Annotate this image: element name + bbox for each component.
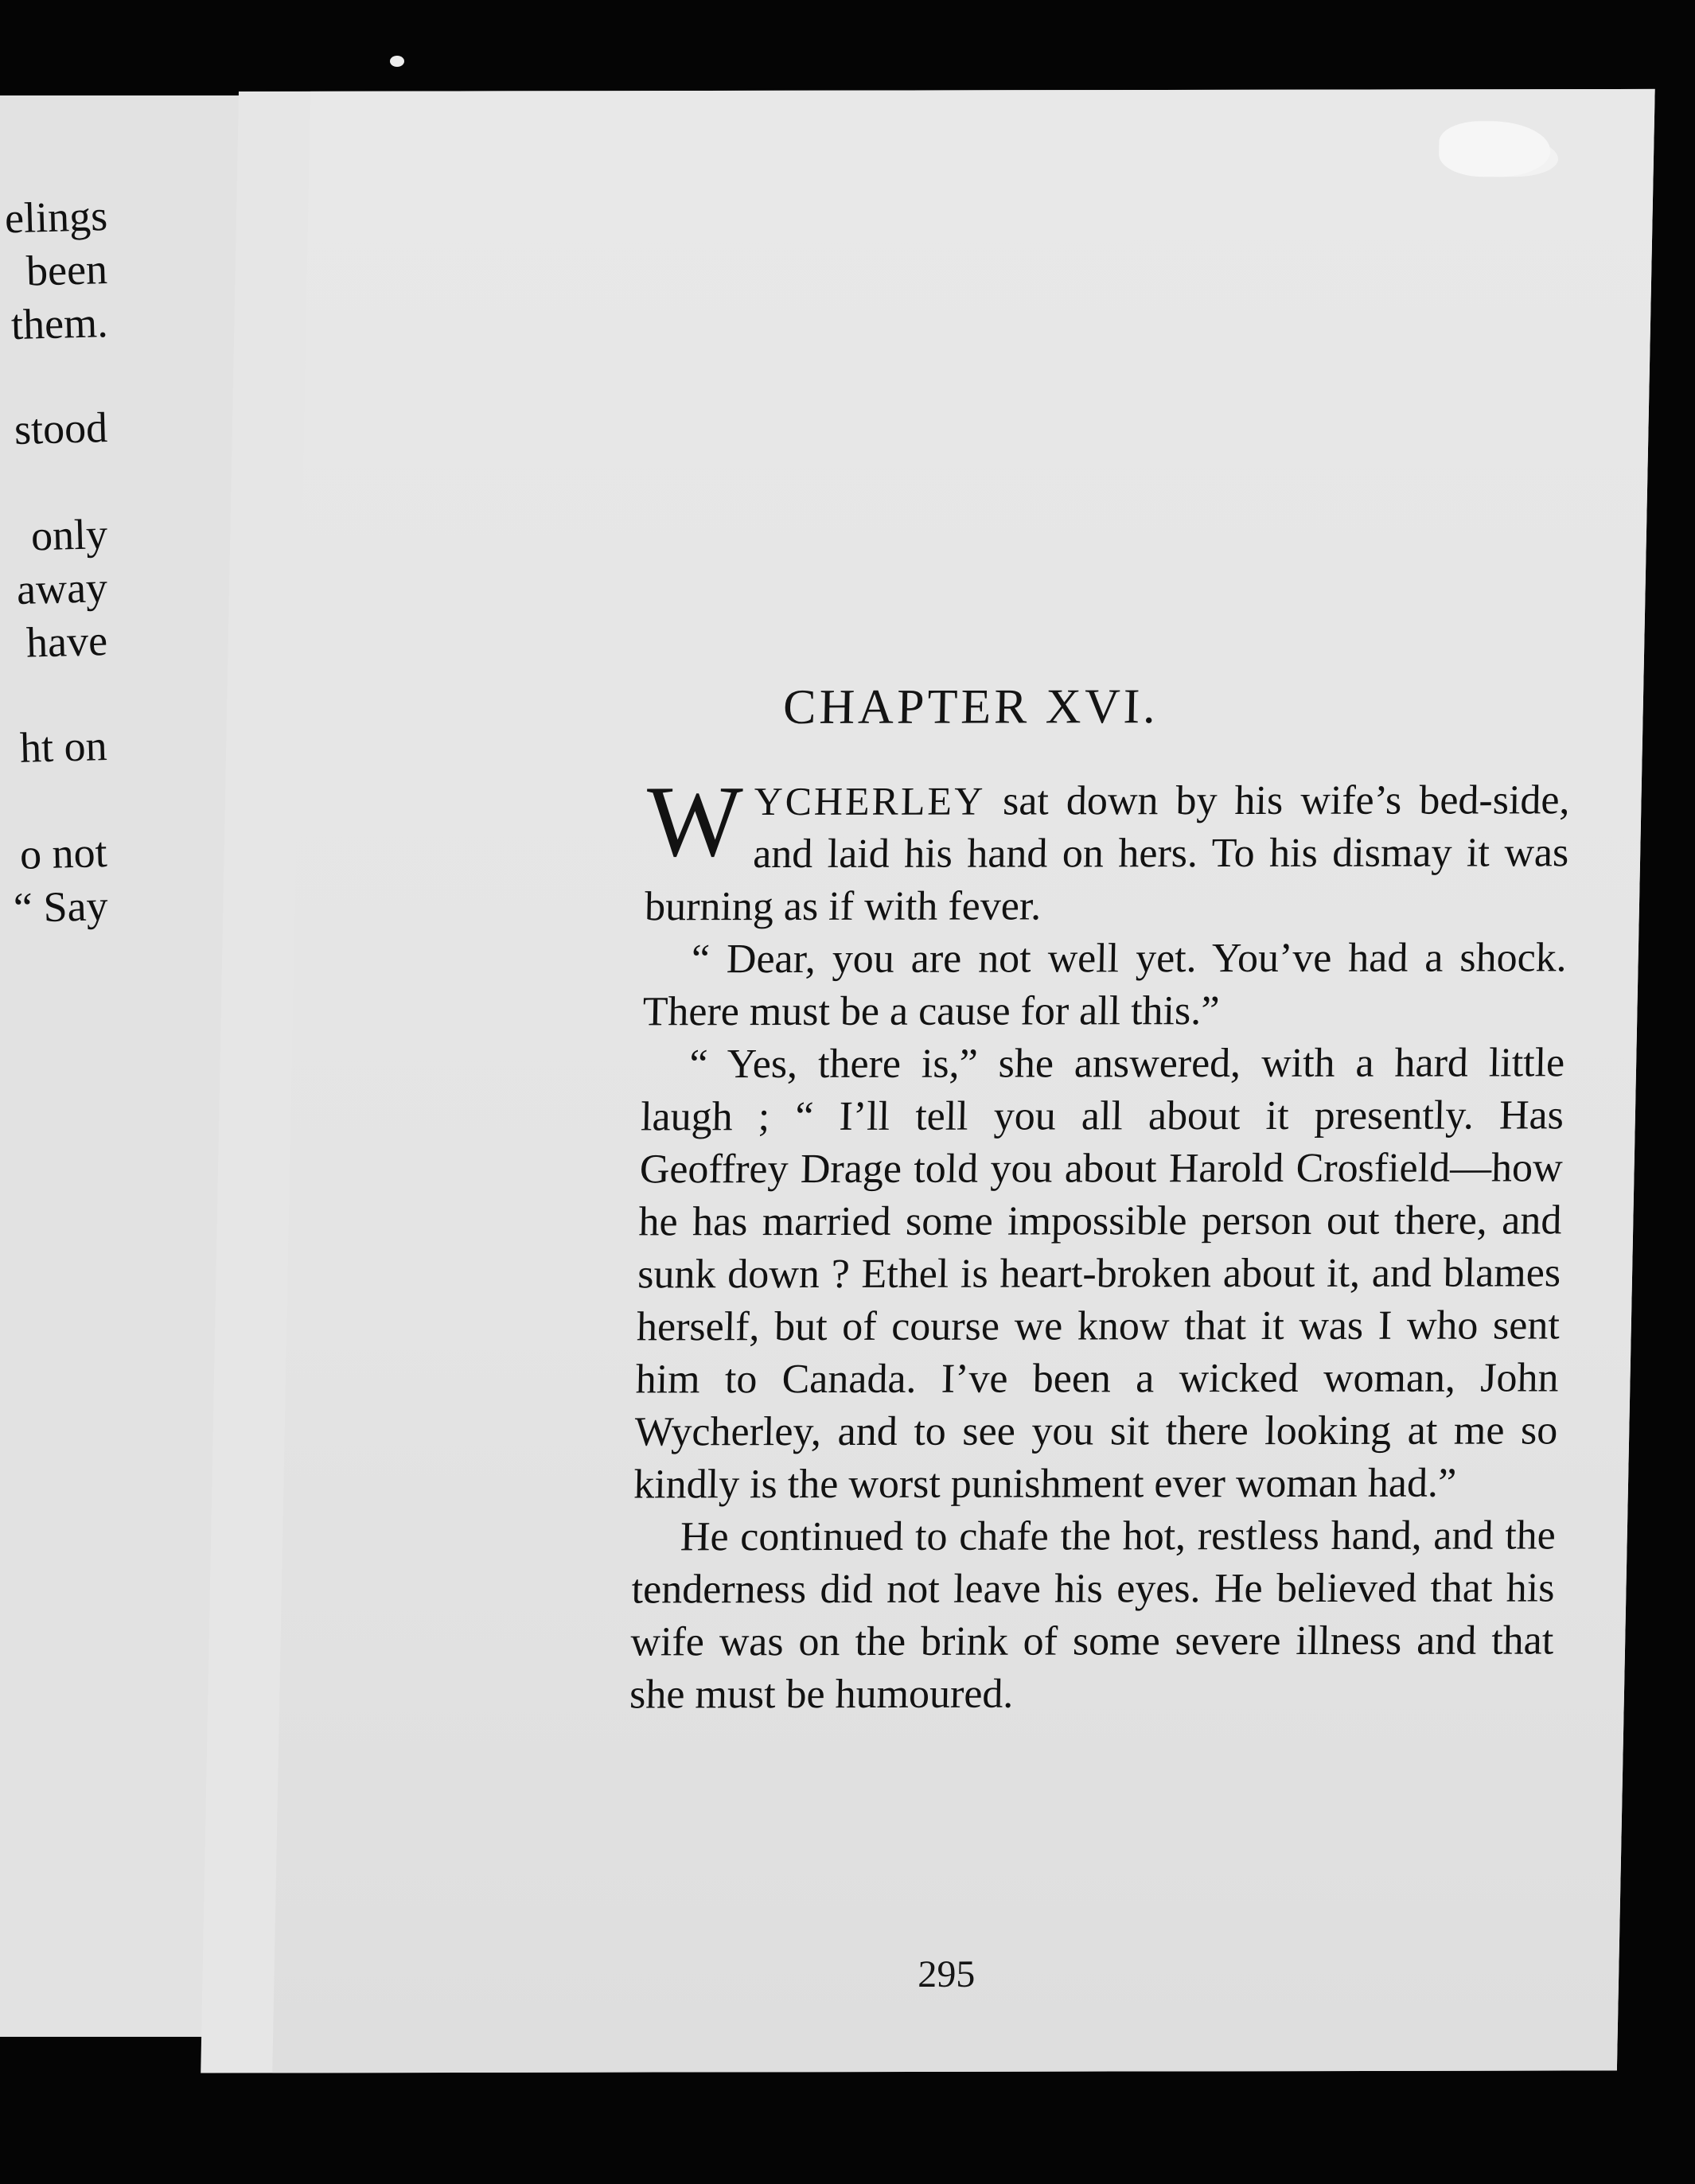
left-fragment: elings bbox=[4, 192, 108, 243]
left-fragment: been bbox=[25, 245, 108, 295]
left-fragment: stood bbox=[14, 403, 108, 454]
page-number: 295 bbox=[917, 1952, 976, 1995]
opening-smallcaps: YCHERLEY bbox=[754, 778, 986, 824]
paragraph: He continued to chafe the hot, restless hand, and the tenderness did not leave his eyes. He believed that his wife was on the brink of some severe illness and that she must be humoured. bbox=[629, 1512, 1557, 1718]
left-fragment: only bbox=[30, 510, 108, 560]
chapter-title: CHAPTER XVI. bbox=[782, 679, 1159, 734]
paper-stain bbox=[1439, 121, 1551, 177]
paragraph-text: sat down by his wife’s bed-side, and laid his hand on hers. To his dismay it was burning as if with fever. bbox=[644, 777, 1571, 930]
paragraph: “ Yes, there is,” she answered, with a hard little laugh ; “ I’ll tell you all about it presently. Has Geoffrey Drage told you about Harold Crosfield—how he has married some impossible person out there, and sunk down ? Ethel is heart-broken about it, and blames herself, but of course we know that it was I who sent him to Canada. I’ve been a wicked woman, John Wycherley, and to see you sit there looking at me so kindly is the worst punishment ever woman had.” bbox=[633, 1040, 1565, 1508]
left-fragment: them. bbox=[10, 298, 108, 349]
left-fragment: “ Say bbox=[12, 882, 108, 932]
chapter-body bbox=[629, 765, 1571, 1721]
page-surface bbox=[272, 89, 1654, 2073]
left-fragment: o not bbox=[19, 828, 108, 878]
left-fragment: away bbox=[16, 563, 108, 613]
left-fragment: ht on bbox=[19, 722, 108, 772]
right-page bbox=[201, 89, 1654, 2073]
left-fragment: have bbox=[25, 617, 108, 667]
dust-speck bbox=[390, 56, 404, 67]
paragraph bbox=[644, 765, 1571, 933]
drop-cap: W bbox=[645, 765, 744, 878]
paragraph: “ Dear, you are not well yet. You’ve had a shock. There must be a cause for all this.” bbox=[642, 935, 1568, 1035]
